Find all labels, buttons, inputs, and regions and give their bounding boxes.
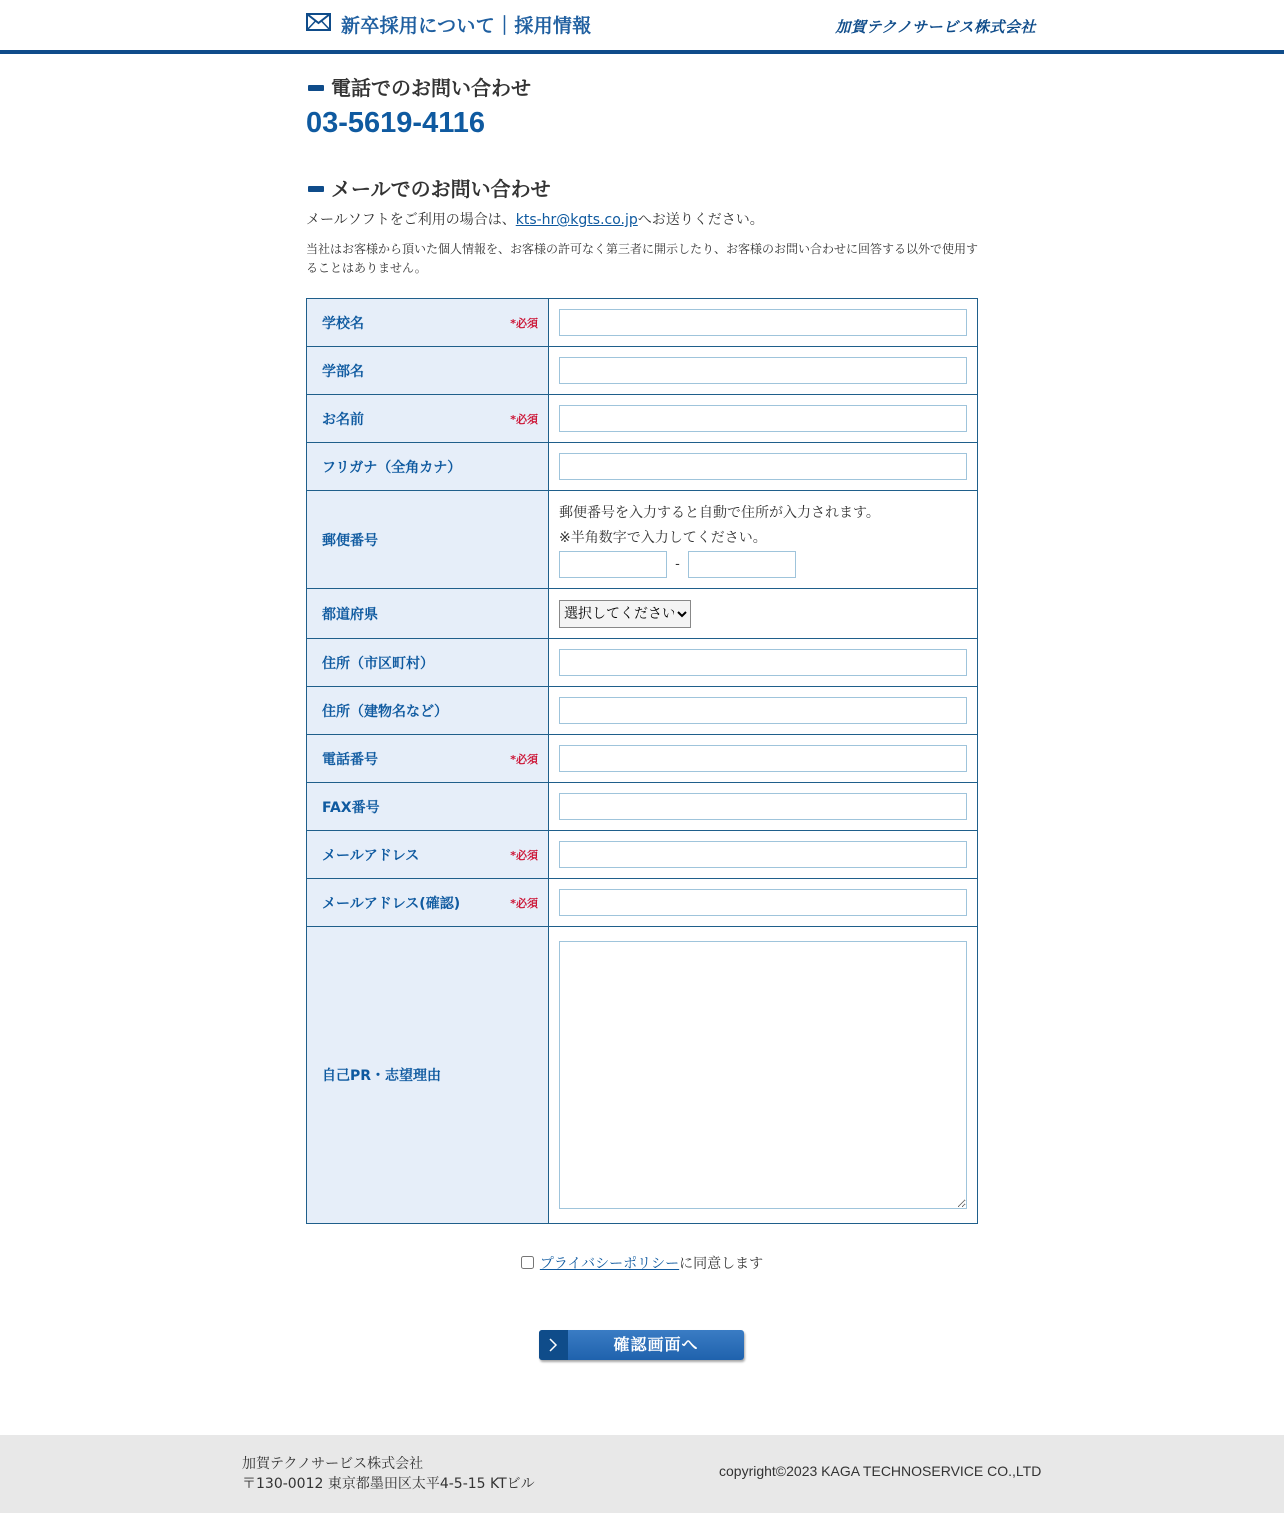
faculty-label: 学部名	[322, 363, 364, 380]
field-label-cell	[307, 879, 549, 927]
field-label-cell	[307, 783, 549, 831]
field-input-cell	[549, 299, 978, 347]
mail-heading-text: メールでのお問い合わせ	[331, 177, 551, 201]
required-badge: *必須	[510, 848, 538, 862]
name-label: お名前	[322, 411, 364, 428]
form-row-faculty	[307, 347, 978, 395]
field-input-cell	[549, 879, 978, 927]
address1-label: 住所（市区町村）	[322, 655, 434, 672]
school-input[interactable]	[559, 309, 967, 336]
form-row-email	[307, 831, 978, 879]
field-label-cell	[307, 395, 549, 443]
furigana-label: フリガナ（全角カナ）	[322, 459, 462, 476]
field-label-cell	[307, 443, 549, 491]
contact-form-table	[306, 298, 978, 1224]
company-logo[interactable]: 加賀テクノサービス株式会社	[835, 18, 1036, 36]
phone-heading-text: 電話でのお問い合わせ	[331, 76, 531, 100]
field-input-cell	[549, 395, 978, 443]
confirm-button-label: 確認画面へ	[613, 1335, 699, 1354]
field-input-cell	[549, 831, 978, 879]
footer-address: 〒130-0012 東京都墨田区太平4-5-15 KTビル	[242, 1476, 535, 1492]
field-label-cell	[307, 491, 549, 589]
privacy-note: 当社はお客様から頂いた個人情報を、お客様の許可なく第三者に開示したり、お客様のお問い合わせに回答する以外で使用することはありません。	[306, 242, 979, 275]
fax-label: FAX番号	[322, 799, 380, 816]
form-row-school	[307, 299, 978, 347]
required-badge: *必須	[510, 752, 538, 766]
field-input-cell	[549, 783, 978, 831]
address1-input[interactable]	[559, 649, 967, 676]
prefecture-label: 都道府県	[322, 606, 378, 623]
field-input-cell	[549, 347, 978, 395]
field-input-cell	[549, 927, 978, 1224]
privacy-consent	[0, 1253, 1284, 1273]
prefecture-select[interactable]	[559, 600, 691, 628]
field-input-cell	[549, 589, 978, 639]
required-badge: *必須	[510, 316, 538, 330]
button-arrow-box	[539, 1330, 568, 1360]
field-label-cell	[307, 735, 549, 783]
pr-textarea[interactable]	[559, 941, 967, 1209]
footer-company-name: 加賀テクノサービス株式会社	[242, 1456, 424, 1472]
field-label-cell	[307, 299, 549, 347]
field-input-cell	[549, 443, 978, 491]
form-row-address1	[307, 639, 978, 687]
form-row-prefecture	[307, 589, 978, 639]
postal-note-auto: 郵便番号を入力すると自動で住所が入力されます。	[559, 505, 880, 521]
name-input[interactable]	[559, 405, 967, 432]
confirm-button[interactable]	[539, 1330, 744, 1360]
form-row-email-confirm	[307, 879, 978, 927]
address2-input[interactable]	[559, 697, 967, 724]
pr-label: 自己PR・志望理由	[322, 1068, 442, 1084]
field-label-cell	[307, 687, 549, 735]
postal-note-halfwidth: ※半角数字で入力してください。	[559, 530, 767, 546]
form-row-address2	[307, 687, 978, 735]
email-input[interactable]	[559, 841, 967, 868]
footer-company-info	[242, 1454, 535, 1494]
heading-bar-icon	[308, 186, 324, 192]
email-confirm-label: メールアドレス(確認)	[322, 895, 461, 912]
email-label: メールアドレス	[322, 847, 420, 864]
furigana-input[interactable]	[559, 453, 967, 480]
header-inner	[306, 0, 1036, 50]
form-row-furigana	[307, 443, 978, 491]
email-link[interactable]: kts-hr@kgts.co.jp	[515, 212, 638, 228]
site-title-link[interactable]: 新卒採用について｜採用情報	[341, 15, 592, 37]
form-row-fax	[307, 783, 978, 831]
form-row-postal	[307, 491, 978, 589]
field-label-cell	[307, 927, 549, 1224]
form-row-phone	[307, 735, 978, 783]
privacy-policy-link[interactable]: プライバシーポリシー	[539, 1256, 680, 1272]
mail-note-prefix: メールソフトをご利用の場合は、	[306, 212, 516, 228]
heading-bar-icon	[308, 85, 324, 91]
phone-section-heading	[306, 74, 978, 102]
email-confirm-input[interactable]	[559, 889, 967, 916]
form-row-pr	[307, 927, 978, 1224]
field-input-cell	[549, 491, 978, 589]
postal-second-input[interactable]	[688, 551, 796, 578]
mail-icon	[306, 13, 331, 31]
postal-first-input[interactable]	[559, 551, 667, 578]
postal-inputs	[559, 551, 967, 578]
phone-number: 03-5619-4116	[306, 107, 485, 139]
field-input-cell	[549, 735, 978, 783]
postal-separator: -	[675, 557, 680, 572]
mail-section-heading	[306, 175, 978, 203]
mail-note	[306, 210, 978, 230]
consent-suffix: に同意します	[679, 1256, 764, 1272]
postal-label: 郵便番号	[322, 532, 378, 549]
field-input-cell	[549, 639, 978, 687]
form-row-name	[307, 395, 978, 443]
phone-input[interactable]	[559, 745, 967, 772]
privacy-consent-checkbox[interactable]	[521, 1256, 534, 1269]
faculty-input[interactable]	[559, 357, 967, 384]
mail-note-suffix: へお送りください。	[637, 212, 764, 228]
fax-input[interactable]	[559, 793, 967, 820]
main-content	[306, 74, 978, 1224]
chevron-right-icon	[548, 1338, 558, 1352]
field-input-cell	[549, 687, 978, 735]
footer-copyright: copyright©2023 KAGA TECHNOSERVICE CO.,LTD	[719, 1463, 1042, 1479]
required-badge: *必須	[510, 896, 538, 910]
school-label: 学校名	[322, 315, 364, 332]
site-footer	[0, 1435, 1284, 1513]
field-label-cell	[307, 831, 549, 879]
site-header	[0, 0, 1284, 54]
field-label-cell	[307, 347, 549, 395]
field-label-cell	[307, 639, 549, 687]
required-badge: *必須	[510, 412, 538, 426]
phone-label: 電話番号	[322, 751, 378, 768]
field-label-cell	[307, 589, 549, 639]
address2-label: 住所（建物名など）	[322, 703, 448, 720]
